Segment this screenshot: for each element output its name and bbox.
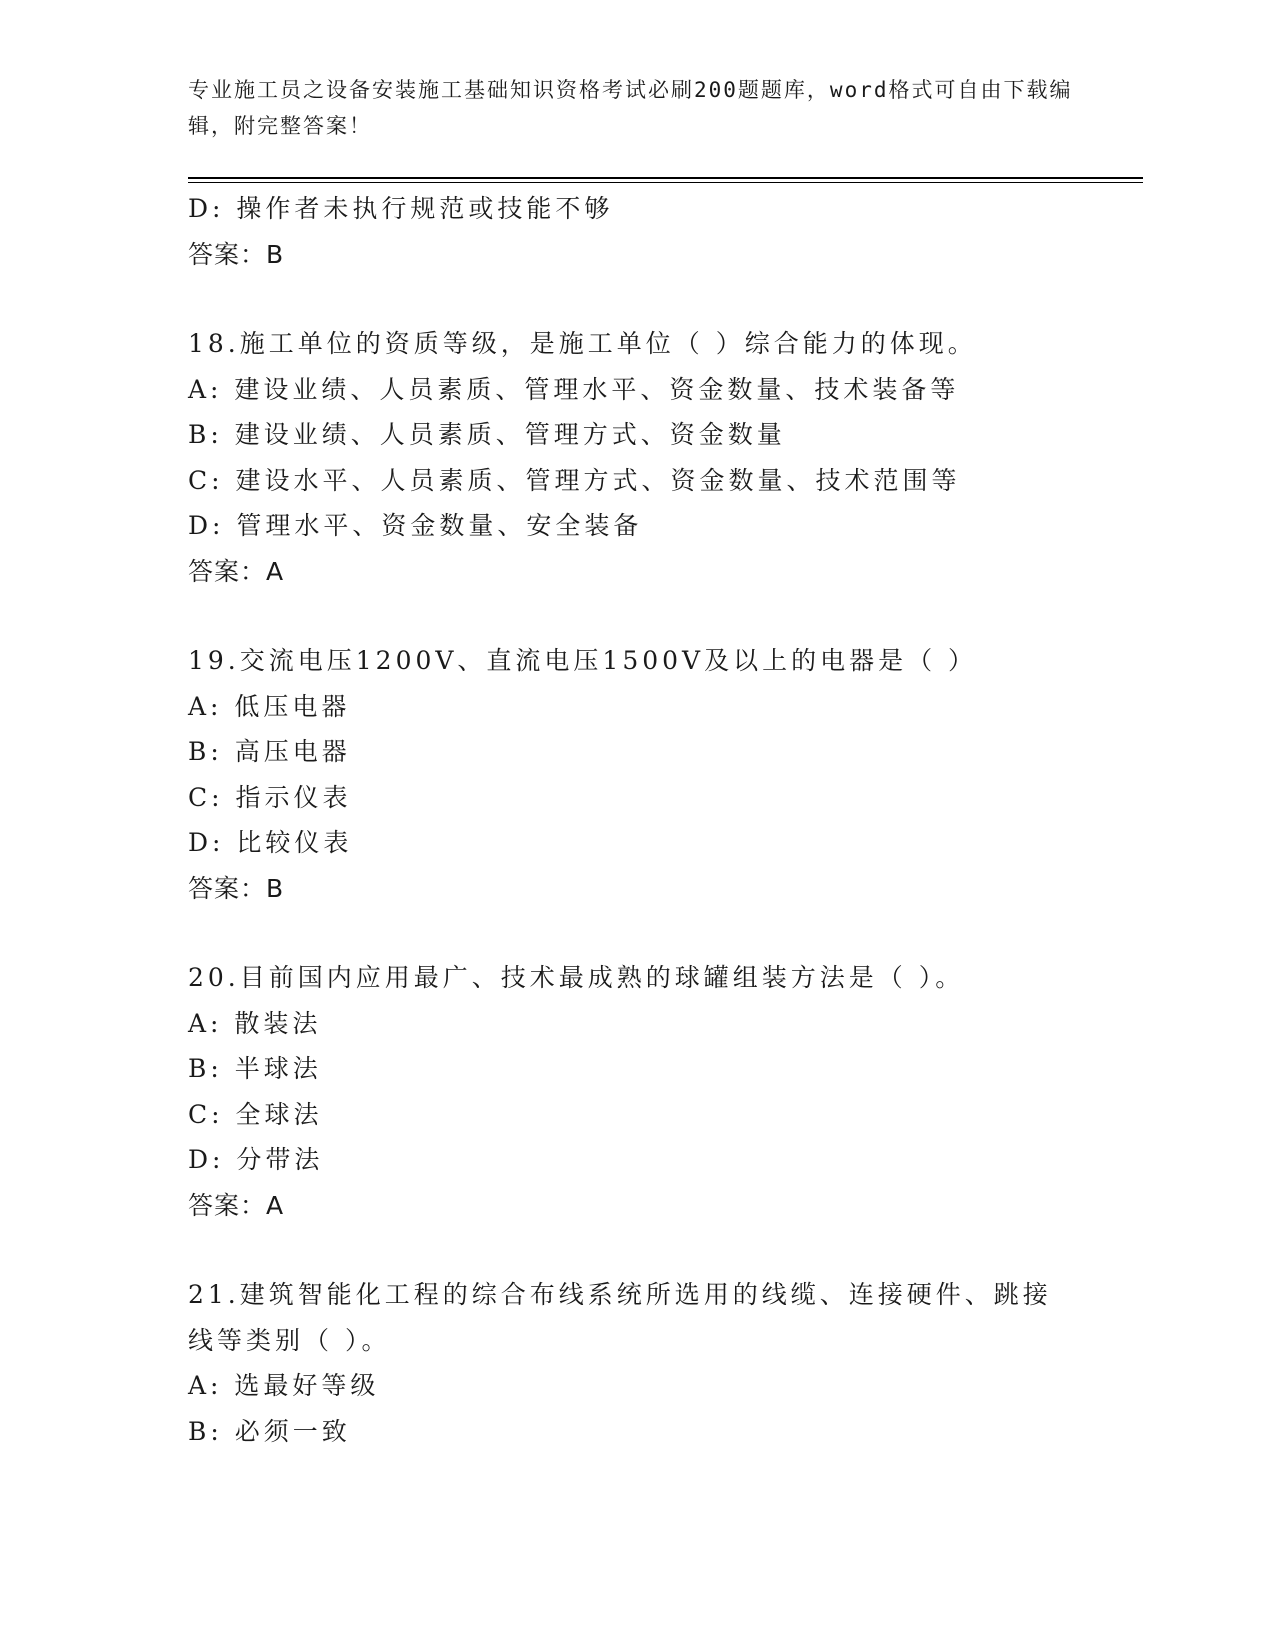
option-d: D: 比较仪表 bbox=[188, 828, 353, 857]
option-a: A: 建设业绩、人员素质、管理水平、资金数量、技术装备等 bbox=[188, 374, 960, 404]
option-c: C: 建设水平、人员素质、管理方式、资金数量、技术范围等 bbox=[188, 465, 961, 495]
question-18 bbox=[188, 321, 1088, 594]
option-c: C: 全球法 bbox=[188, 1099, 323, 1129]
answer: 答案：B bbox=[188, 239, 285, 269]
option-a: A: 选最好等级 bbox=[188, 1371, 380, 1400]
option-d: D: 管理水平、资金数量、安全装备 bbox=[188, 511, 643, 540]
option-b: B: 必须一致 bbox=[188, 1416, 351, 1446]
option-d: D: 分带法 bbox=[188, 1145, 324, 1174]
answer: 答案：B bbox=[188, 873, 285, 903]
option-a: A: 低压电器 bbox=[188, 691, 351, 721]
option-b: B: 建设业绩、人员素质、管理方式、资金数量 bbox=[188, 420, 786, 449]
option-d: D: 操作者未执行规范或技能不够 bbox=[188, 194, 614, 223]
document-header: 专业施工员之设备安装施工基础知识资格考试必刷200题题库，word格式可自由下载编辑，附完整答案！ bbox=[188, 78, 1073, 138]
question-19 bbox=[188, 638, 1088, 911]
question-text: 19.交流电压1200V、直流电压1500V及以上的电器是（ ） bbox=[188, 646, 978, 675]
header-divider-bottom bbox=[188, 182, 1143, 183]
option-a: A: 散装法 bbox=[188, 1008, 322, 1038]
option-b: B: 半球法 bbox=[188, 1054, 322, 1083]
question-text: 20.目前国内应用最广、技术最成熟的球罐组装方法是（ ）。 bbox=[188, 963, 965, 992]
header-divider-top bbox=[188, 177, 1143, 179]
option-b: B: 高压电器 bbox=[188, 737, 351, 766]
answer: 答案：A bbox=[188, 556, 285, 586]
question-list bbox=[188, 186, 1088, 1454]
question-text: 21.建筑智能化工程的综合布线系统所选用的线缆、连接硬件、跳接线等类别（ ）。 bbox=[188, 1280, 1052, 1355]
question-20 bbox=[188, 955, 1088, 1228]
question-text: 18.施工单位的资质等级，是施工单位（ ）综合能力的体现。 bbox=[188, 329, 977, 358]
answer: 答案：A bbox=[188, 1190, 285, 1220]
option-c: C: 指示仪表 bbox=[188, 782, 352, 812]
question-21 bbox=[188, 1272, 1088, 1454]
question-17-tail bbox=[188, 186, 1088, 277]
